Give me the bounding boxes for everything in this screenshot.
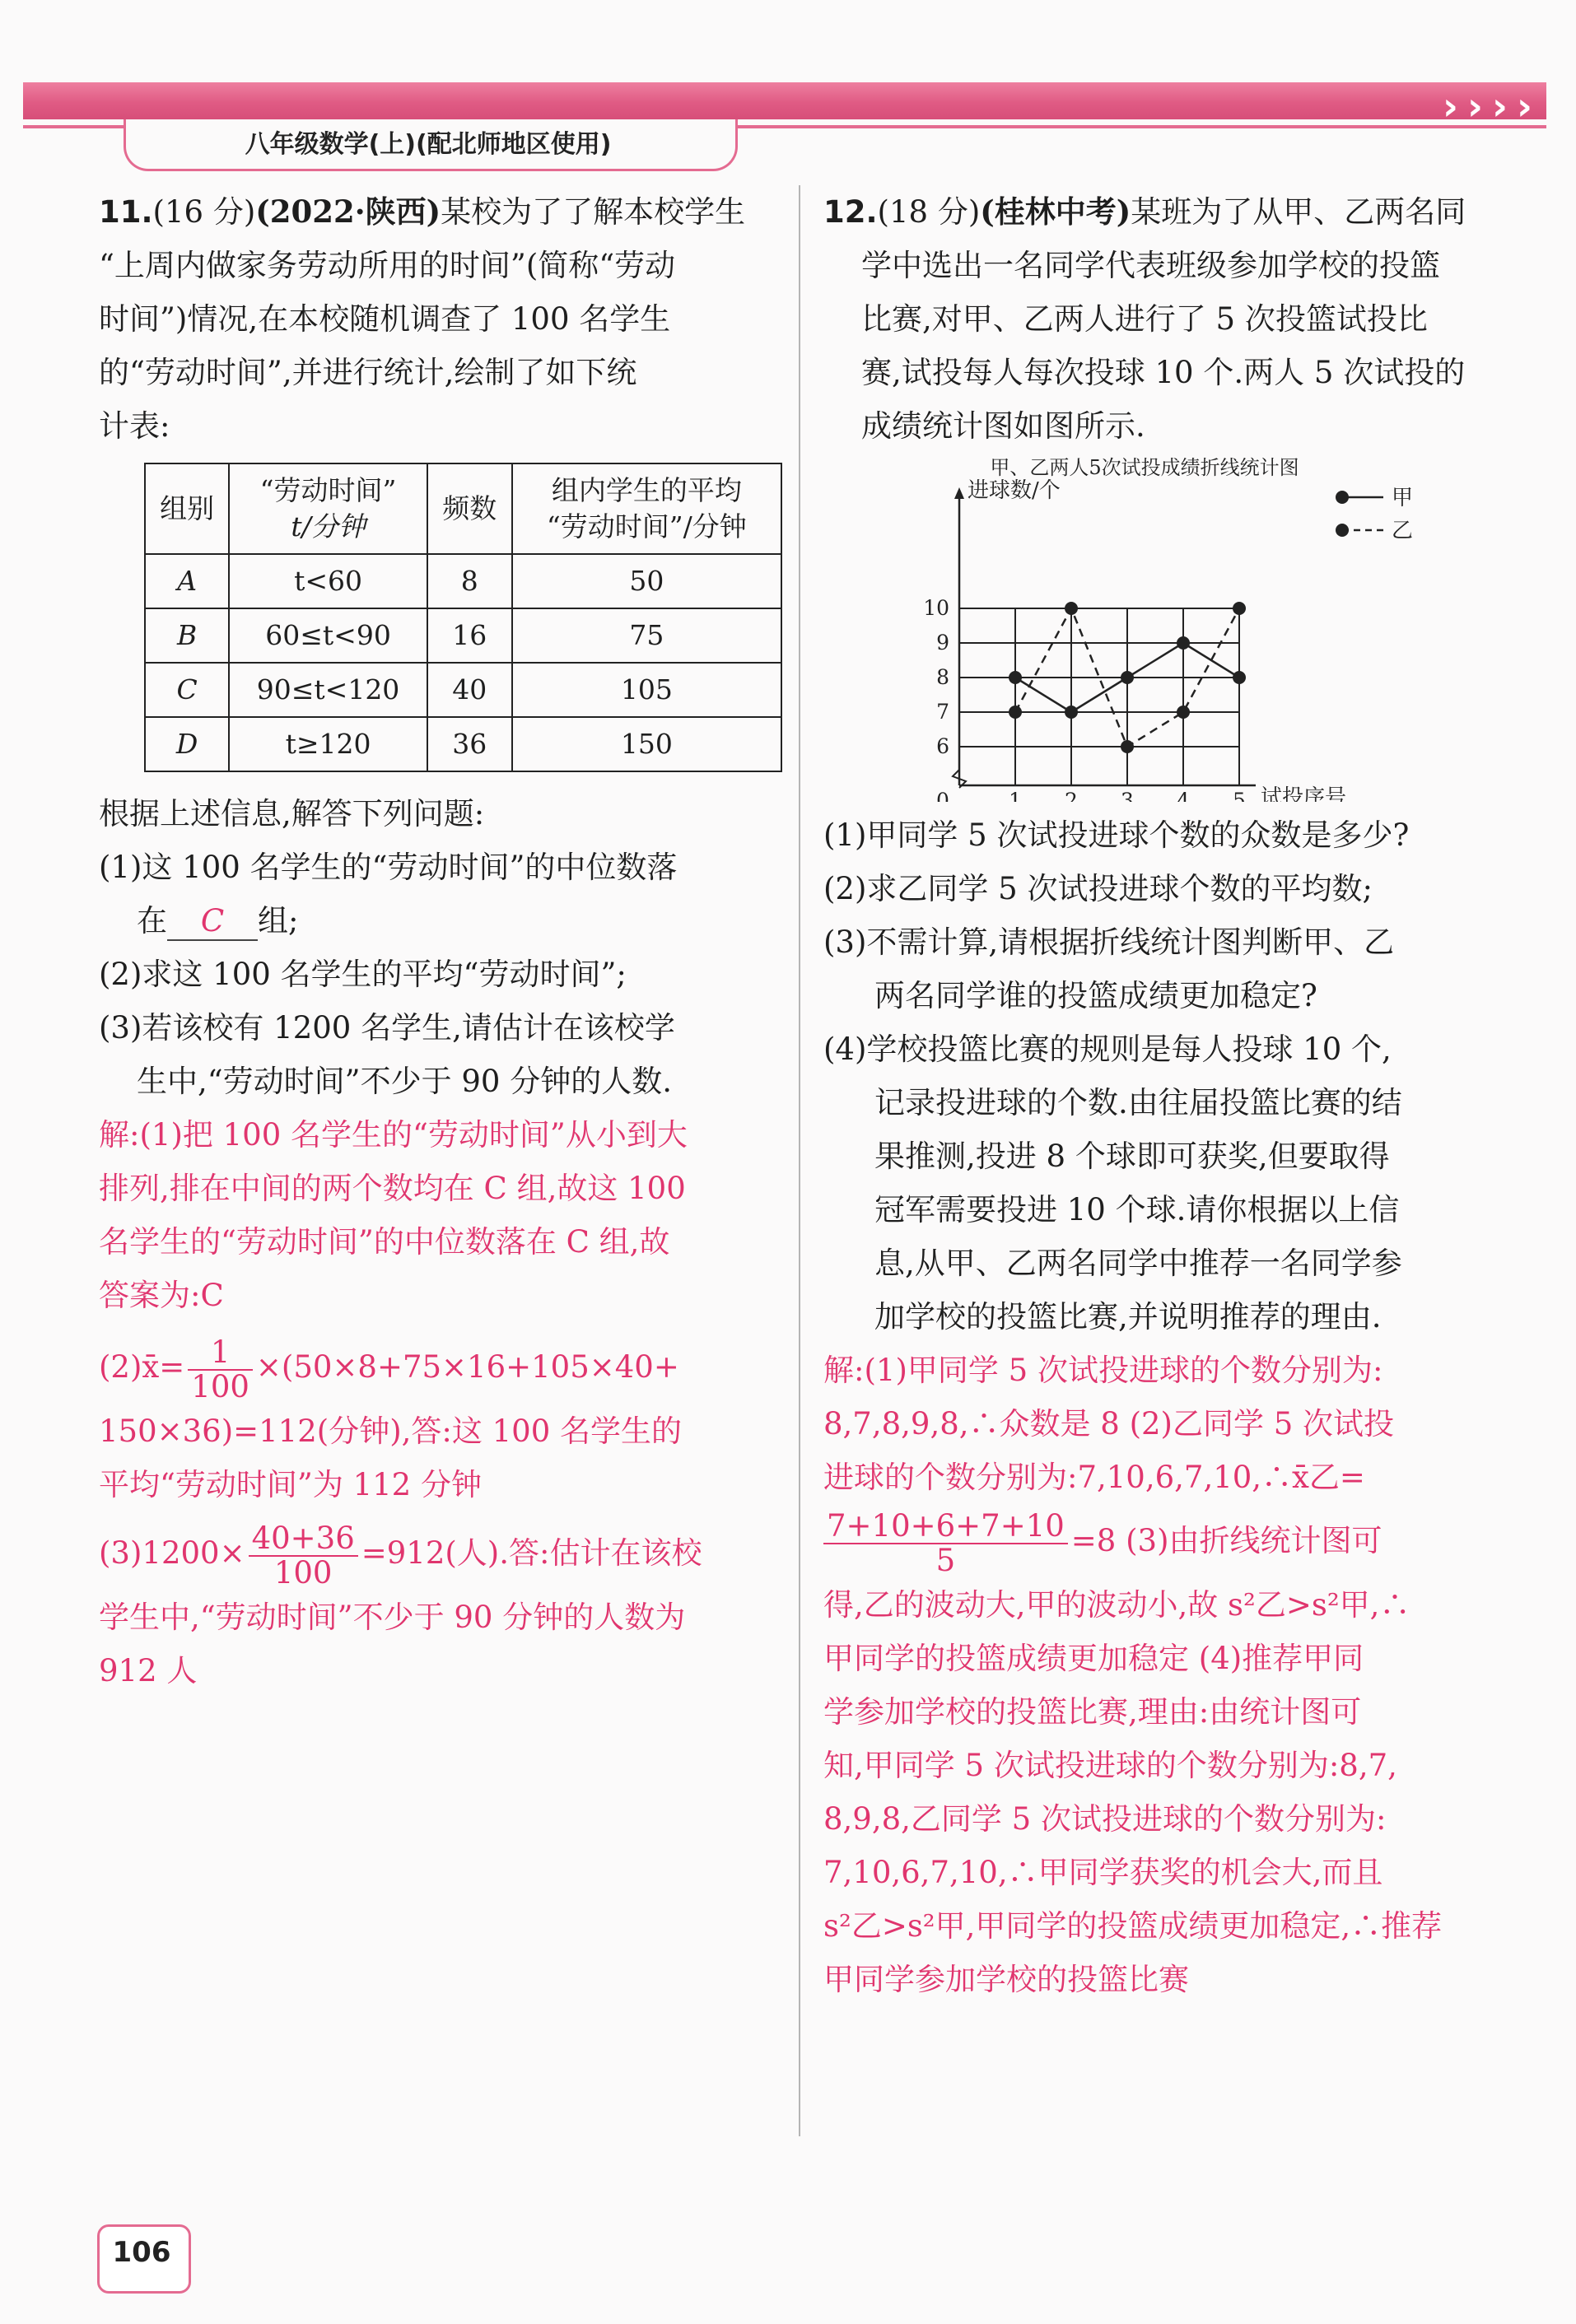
table-row <box>145 554 781 608</box>
fraction <box>823 1507 1068 1578</box>
data-point-乙 <box>1233 602 1246 615</box>
solution-line: s²乙>s²甲,甲同学的投篮成绩更加稳定,∴推荐 <box>823 1908 1443 1944</box>
solution-line: 912 人 <box>99 1653 198 1688</box>
question-12 <box>823 185 1507 2006</box>
table-header-text: t/分钟 <box>291 510 366 543</box>
table-row <box>145 717 781 771</box>
solution-line: 排列,排在中间的两个数均在 C 组,故这 100 <box>99 1171 686 1206</box>
y-tick-label: 8 <box>936 665 949 689</box>
data-point-甲 <box>1177 636 1190 650</box>
table-cell: A <box>145 554 229 608</box>
table-header-text: 组内学生的平均 <box>551 474 742 506</box>
solution-line <box>99 1330 782 1404</box>
q11-sub2: (2)求这 100 名学生的平均“劳动时间”; <box>99 957 627 992</box>
page-title: 八年级数学(上)(配北师地区使用) <box>245 130 612 159</box>
y-tick-label: 6 <box>936 734 949 758</box>
solution-line: 知,甲同学 5 次试投进球的个数分别为:8,7, <box>823 1748 1397 1783</box>
table-cell: 8 <box>427 554 512 608</box>
q11-sub1-text: 组; <box>258 903 299 938</box>
solution-text: ×(50×8+75×16+105×40+ <box>255 1349 679 1385</box>
solution-line: 解:(1)甲同学 5 次试投进球的个数分别为: <box>823 1353 1383 1388</box>
solution-line: 解:(1)把 100 名学生的“劳动时间”从小到大 <box>99 1117 688 1153</box>
table-header-row <box>145 463 781 554</box>
solution-text: (2)x̄= <box>99 1349 185 1385</box>
fraction <box>249 1522 358 1590</box>
table-cell: 150 <box>512 717 781 771</box>
chevron-right-icon: › <box>1492 84 1508 128</box>
q11-solution <box>99 1108 782 1698</box>
data-point-甲 <box>1009 671 1022 684</box>
q12-stem-line: 成绩统计图如图所示. <box>861 408 1145 444</box>
solution-line: 8,9,8,乙同学 5 次试投进球的个数分别为: <box>823 1801 1387 1837</box>
chart-title: 甲、乙两人5次试投成绩折线统计图 <box>990 456 1299 479</box>
q11-stem-line: “上周内做家务劳动所用的时间”(简称“劳动 <box>99 248 676 283</box>
question-11 <box>99 185 782 1698</box>
q11-sub3: (3)若该校有 1200 名学生,请估计在该校学 <box>99 1010 675 1046</box>
table-cell: 40 <box>427 663 512 717</box>
q12-question: 加学校的投篮比赛,并说明推荐的理由. <box>874 1299 1382 1334</box>
table-header-cell <box>229 463 427 554</box>
q11-source: (2022·陕西) <box>255 193 441 230</box>
data-point-乙 <box>1177 706 1190 719</box>
y-tick-label: 9 <box>936 631 949 654</box>
y-axis-label: 进球数/个 <box>968 478 1061 503</box>
legend-label: 乙 <box>1392 519 1414 543</box>
solution-line <box>99 1516 782 1590</box>
fraction-numerator: 1 <box>188 1336 253 1371</box>
solution-text: =912(人).答:估计在该校 <box>361 1535 702 1571</box>
solution-line: 150×36)=112(分钟),答:这 100 名学生的 <box>99 1413 683 1449</box>
q11-sub1-text: 在 <box>137 903 167 938</box>
q11-answer-blank: C <box>167 903 258 941</box>
data-point-乙 <box>1121 740 1134 753</box>
solution-line: 平均“劳动时间”为 112 分钟 <box>99 1467 482 1502</box>
fraction-denominator: 5 <box>935 1542 956 1578</box>
q12-solution <box>823 1344 1507 2006</box>
table-cell: t≥120 <box>229 717 427 771</box>
solution-line: 7,10,6,7,10,∴甲同学获奖的机会大,而且 <box>823 1855 1383 1890</box>
table-cell: 75 <box>512 608 781 663</box>
solution-line <box>823 1504 1507 1578</box>
y-tick-label: 10 <box>923 596 949 620</box>
q12-stem-line: 赛,试投每人每次投球 10 个.两人 5 次试投的 <box>861 355 1466 390</box>
page-number: 106 <box>112 2236 171 2269</box>
table-cell: 16 <box>427 608 512 663</box>
q12-source: (桂林中考) <box>980 193 1131 230</box>
table-row <box>145 608 781 663</box>
data-point-乙 <box>1065 602 1078 615</box>
q11-number: 11. <box>99 194 153 230</box>
data-point-甲 <box>1233 671 1246 684</box>
fraction <box>188 1336 253 1404</box>
q12-number: 12. <box>823 194 878 230</box>
solution-line: 甲同学的投篮成绩更加稳定 (4)推荐甲同 <box>823 1641 1364 1676</box>
table-cell: t<60 <box>229 554 427 608</box>
q11-sub3: 生中,“劳动时间”不少于 90 分钟的人数. <box>137 1064 672 1099</box>
legend-label: 甲 <box>1392 486 1414 510</box>
y-tick-label: 7 <box>936 700 949 724</box>
table-cell: 105 <box>512 663 781 717</box>
chevron-right-icon: › <box>1443 84 1458 128</box>
fraction-denominator: 100 <box>273 1554 333 1590</box>
table-cell: B <box>145 608 229 663</box>
chevron-right-icon: › <box>1467 84 1483 128</box>
line-chart-svg <box>873 456 1449 802</box>
x-tick-label: 1 <box>1009 789 1022 802</box>
q12-stem-line <box>823 185 1507 239</box>
data-point-乙 <box>1009 706 1022 719</box>
column-divider <box>799 185 800 2136</box>
solution-line: 得,乙的波动大,甲的波动小,故 s²乙>s²甲,∴ <box>823 1587 1410 1623</box>
q12-question: 两名同学谁的投篮成绩更加稳定? <box>874 978 1317 1013</box>
header-banner <box>23 82 1546 119</box>
x-tick-label: 5 <box>1233 789 1246 802</box>
q11-frequency-table <box>144 463 782 772</box>
table-header-cell: 组别 <box>145 463 229 554</box>
table-header-text: “劳动时间”/分钟 <box>546 510 747 543</box>
solution-line: 8,7,8,9,8,∴众数是 8 (2)乙同学 5 次试投 <box>823 1406 1395 1441</box>
q12-stem-line: 比赛,对甲、乙两人进行了 5 次投篮试投比 <box>861 301 1428 337</box>
q11-stem-line <box>99 185 782 239</box>
table-row <box>145 663 781 717</box>
q12-stem-text: 某班为了从甲、乙两名同 <box>1131 194 1466 230</box>
q11-stem-line: 计表: <box>99 408 170 444</box>
q11-sub1: (1)这 100 名学生的“劳动时间”的中位数落 <box>99 850 678 885</box>
y-axis-arrow-icon <box>954 487 964 499</box>
fraction-numerator: 40+36 <box>249 1522 358 1557</box>
solution-line: 答案为:C <box>99 1278 224 1313</box>
solution-line: 名学生的“劳动时间”的中位数落在 C 组,故 <box>99 1224 670 1260</box>
q11-stem-line: 时间”)情况,在本校随机调查了 100 名学生 <box>99 301 671 337</box>
solution-line: 进球的个数分别为:7,10,6,7,10,∴x̄乙= <box>823 1460 1365 1495</box>
solution-text: (3)1200× <box>99 1535 245 1571</box>
table-cell: C <box>145 663 229 717</box>
line-chart <box>873 456 1449 802</box>
q12-question: 息,从甲、乙两名同学中推荐一名同学参 <box>874 1246 1402 1281</box>
fraction-denominator: 100 <box>191 1368 249 1404</box>
solution-line: 甲同学参加学校的投篮比赛 <box>823 1962 1189 1997</box>
x-tick-label: 4 <box>1177 789 1190 802</box>
x-tick-label: 2 <box>1065 789 1078 802</box>
q12-question: 果推测,投进 8 个球即可获奖,但要取得 <box>874 1139 1390 1174</box>
table-cell: 50 <box>512 554 781 608</box>
q12-question: (3)不需计算,请根据折线统计图判断甲、乙 <box>823 924 1395 960</box>
q11-stem-line: 的“劳动时间”,并进行统计,绘制了如下统 <box>99 355 637 390</box>
table-cell: 36 <box>427 717 512 771</box>
table-header-text: “劳动时间” <box>259 474 397 506</box>
q12-question: 记录投进球的个数.由往届投篮比赛的结 <box>874 1085 1402 1120</box>
q12-question: (4)学校投篮比赛的规则是每人投球 10 个, <box>823 1032 1392 1067</box>
solution-text: =8 (3)由折线统计图可 <box>1070 1523 1382 1558</box>
q11-points: (16 分) <box>152 194 256 230</box>
q12-stem-line: 学中选出一名同学代表班级参加学校的投篮 <box>861 248 1440 283</box>
table-cell: 90≤t<120 <box>229 663 427 717</box>
chevron-right-icon: › <box>1517 84 1532 128</box>
q11-sub1-blank-line <box>99 894 782 948</box>
q11-stem-text: 某校为了了解本校学生 <box>441 194 746 230</box>
solution-line: 学生中,“劳动时间”不少于 90 分钟的人数为 <box>99 1600 686 1635</box>
table-cell: D <box>145 717 229 771</box>
x-tick-label: 0 <box>936 789 949 802</box>
x-tick-label: 3 <box>1121 789 1134 802</box>
solution-line: 学参加学校的投篮比赛,理由:由统计图可 <box>823 1694 1362 1730</box>
data-point-甲 <box>1121 671 1134 684</box>
q12-question: 冠军需要投进 10 个球.请你根据以上信 <box>874 1192 1400 1227</box>
q12-question: (2)求乙同学 5 次试投进球个数的平均数; <box>823 871 1373 906</box>
table-cell: 60≤t<90 <box>229 608 427 663</box>
q12-points: (18 分) <box>877 194 981 230</box>
fraction-numerator: 7+10+6+7+10 <box>823 1510 1068 1544</box>
table-header-cell <box>512 463 781 554</box>
q11-prompt: 根据上述信息,解答下列问题: <box>99 796 485 831</box>
x-axis-label: 试投序号 <box>1261 785 1347 802</box>
table-header-cell: 频数 <box>427 463 512 554</box>
q12-question: (1)甲同学 5 次试投进球个数的众数是多少? <box>823 817 1410 853</box>
data-point-甲 <box>1065 706 1078 719</box>
